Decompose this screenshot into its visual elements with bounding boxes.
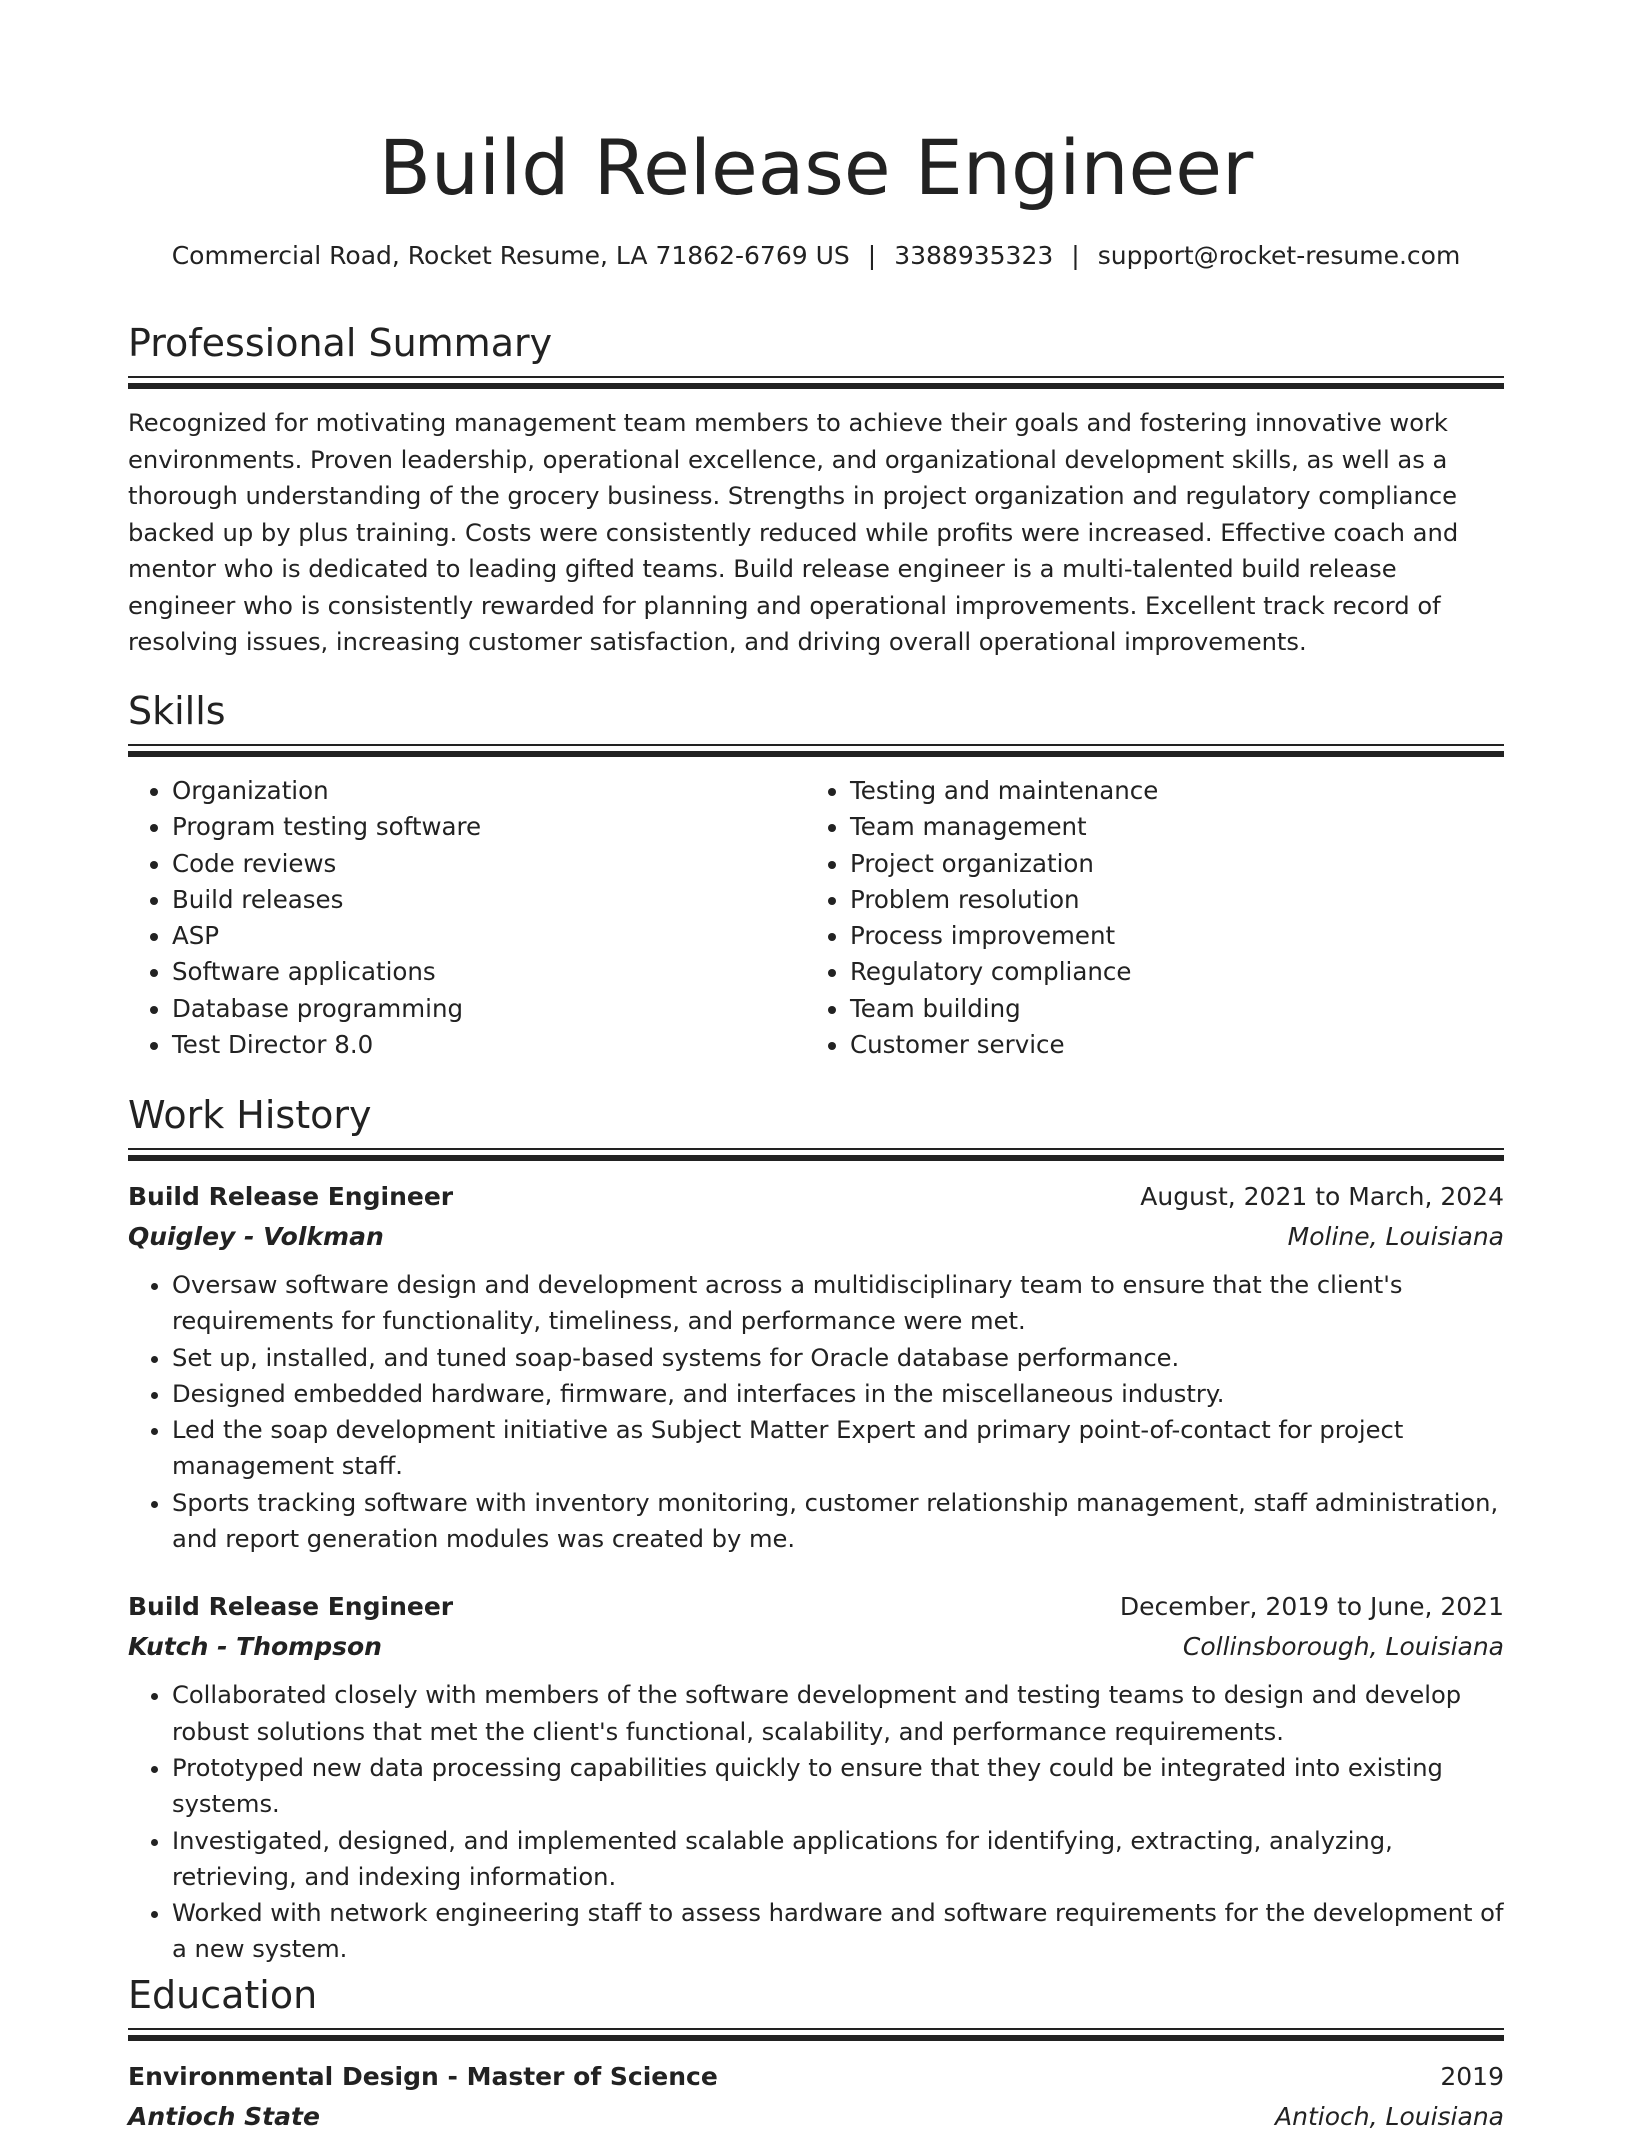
job-location: Moline, Louisiana xyxy=(1287,1222,1504,1251)
job-bullet: • Set up, installed, and tuned soap-based systems for Oracle database performance. xyxy=(172,1340,1504,1376)
job-bullet: • Prototyped new data processing capabilities quickly to ensure that they could be integrated into existing systems. xyxy=(172,1750,1504,1823)
summary-heading: Professional Summary xyxy=(128,321,553,365)
divider-thin-line xyxy=(128,2028,1504,2030)
education-location: Antioch, Louisiana xyxy=(1275,2102,1504,2131)
education-header xyxy=(128,2057,1504,2097)
skill-item: • Program testing software xyxy=(172,809,806,845)
education-heading: Education xyxy=(128,1973,318,2017)
contact-separator: | xyxy=(867,241,877,270)
job-entry xyxy=(128,1587,1504,1967)
education-degree: Environmental Design - Master of Science xyxy=(128,2062,718,2091)
job-title: Build Release Engineer xyxy=(128,1592,454,1622)
skill-item: • Database programming xyxy=(172,991,806,1027)
skills-list-left xyxy=(128,773,806,1063)
skill-item: • Team building xyxy=(850,991,1484,1027)
summary-divider xyxy=(128,376,1504,389)
skill-item: • Process improvement xyxy=(850,918,1484,954)
skill-item: • Team management xyxy=(850,809,1484,845)
job-subheader xyxy=(128,1627,1504,1667)
job-bullets xyxy=(128,1267,1504,1557)
job-header xyxy=(128,1177,1504,1217)
contact-line xyxy=(128,236,1504,276)
divider-thick-line xyxy=(128,1155,1504,1161)
skill-item: • Software applications xyxy=(172,954,806,990)
contact-email[interactable]: support@rocket-resume.com xyxy=(1097,241,1461,270)
job-dates: August, 2021 to March, 2024 xyxy=(1140,1182,1504,1211)
job-bullet: • Oversaw software design and development across a multidisciplinary team to ensure that the client's requirements for functionality, timeliness, and performance were met. xyxy=(172,1267,1504,1340)
divider-thin-line xyxy=(128,1148,1504,1150)
divider-thick-line xyxy=(128,751,1504,757)
job-bullet: • Worked with network engineering staff to assess hardware and software requirements for the development of a new system. xyxy=(172,1895,1504,1968)
divider-thick-line xyxy=(128,2035,1504,2041)
work-history-section xyxy=(128,1090,1504,1968)
education-entry xyxy=(128,2057,1504,2137)
summary-section xyxy=(128,318,1504,661)
skill-item: • Test Director 8.0 xyxy=(172,1027,806,1063)
skill-item: • Testing and maintenance xyxy=(850,773,1484,809)
skill-item: • Code reviews xyxy=(172,846,806,882)
skills-section xyxy=(128,686,1504,1063)
job-header xyxy=(128,1587,1504,1627)
job-bullet: • Investigated, designed, and implemented scalable applications for identifying, extracting, analyzing, retrieving, and indexing information. xyxy=(172,1823,1504,1896)
job-bullet: • Collaborated closely with members of the software development and testing teams to design and develop robust solutions that met the client's functional, scalability, and performance requirements. xyxy=(172,1677,1504,1750)
work-history-divider xyxy=(128,1148,1504,1161)
job-bullet: • Designed embedded hardware, firmware, and interfaces in the miscellaneous industry. xyxy=(172,1376,1504,1412)
job-company: Kutch - Thompson xyxy=(128,1632,382,1662)
summary-text: Recognized for motivating management team members to achieve their goals and fostering innovative work environments. Proven leadership, operational excellence, and organizational development skills, as well as a thorough understanding of the grocery business. Strengths in project organization and regulatory compliance backed up by plus training. Costs were consistently reduced while profits were increased. Effective coach and mentor who is dedicated to leading gifted teams. Build release engineer is a multi-talented build release engineer who is consistently rewarded for planning and operational improvements. Excellent track record of resolving issues, increasing customer satisfaction, and driving overall operational improvements. xyxy=(128,409,1459,656)
job-bullet: • Sports tracking software with inventory monitoring, customer relationship management, staff administration, and report generation modules was created by me. xyxy=(172,1485,1504,1558)
candidate-name: Build Release Engineer xyxy=(378,123,1254,212)
job-subheader xyxy=(128,1217,1504,1257)
divider-thin-line xyxy=(128,744,1504,746)
contact-separator: | xyxy=(1071,241,1080,270)
divider-thin-line xyxy=(128,376,1504,378)
education-divider xyxy=(128,2028,1504,2041)
contact-address: Commercial Road, Rocket Resume, LA 71862-6769 US xyxy=(171,241,850,270)
job-bullet: • Led the soap development initiative as Subject Matter Expert and primary point-of-contact for project management staff. xyxy=(172,1412,1504,1485)
divider-thick-line xyxy=(128,383,1504,389)
job-bullets xyxy=(128,1677,1504,1967)
skills-heading: Skills xyxy=(128,689,226,733)
skill-item: • Project organization xyxy=(850,846,1484,882)
skills-columns xyxy=(128,773,1504,1063)
skill-item: • Organization xyxy=(172,773,806,809)
skill-item: • ASP xyxy=(172,918,806,954)
contact-phone: 3388935323 xyxy=(894,241,1054,270)
skill-item: • Problem resolution xyxy=(850,882,1484,918)
education-year: 2019 xyxy=(1440,2062,1504,2091)
skills-divider xyxy=(128,744,1504,757)
work-history-heading: Work History xyxy=(128,1093,372,1137)
education-school: Antioch State xyxy=(128,2102,320,2131)
skills-list-right xyxy=(806,773,1484,1063)
job-location: Collinsborough, Louisiana xyxy=(1182,1632,1504,1662)
education-section xyxy=(128,1970,1504,2137)
education-subheader xyxy=(128,2097,1504,2137)
skill-item: • Customer service xyxy=(850,1027,1484,1063)
job-entry xyxy=(128,1177,1504,1557)
skill-item: • Regulatory compliance xyxy=(850,954,1484,990)
skill-item: • Build releases xyxy=(172,882,806,918)
job-title: Build Release Engineer xyxy=(128,1182,454,1211)
job-company: Quigley - Volkman xyxy=(128,1222,384,1251)
job-dates: December, 2019 to June, 2021 xyxy=(1119,1592,1504,1622)
